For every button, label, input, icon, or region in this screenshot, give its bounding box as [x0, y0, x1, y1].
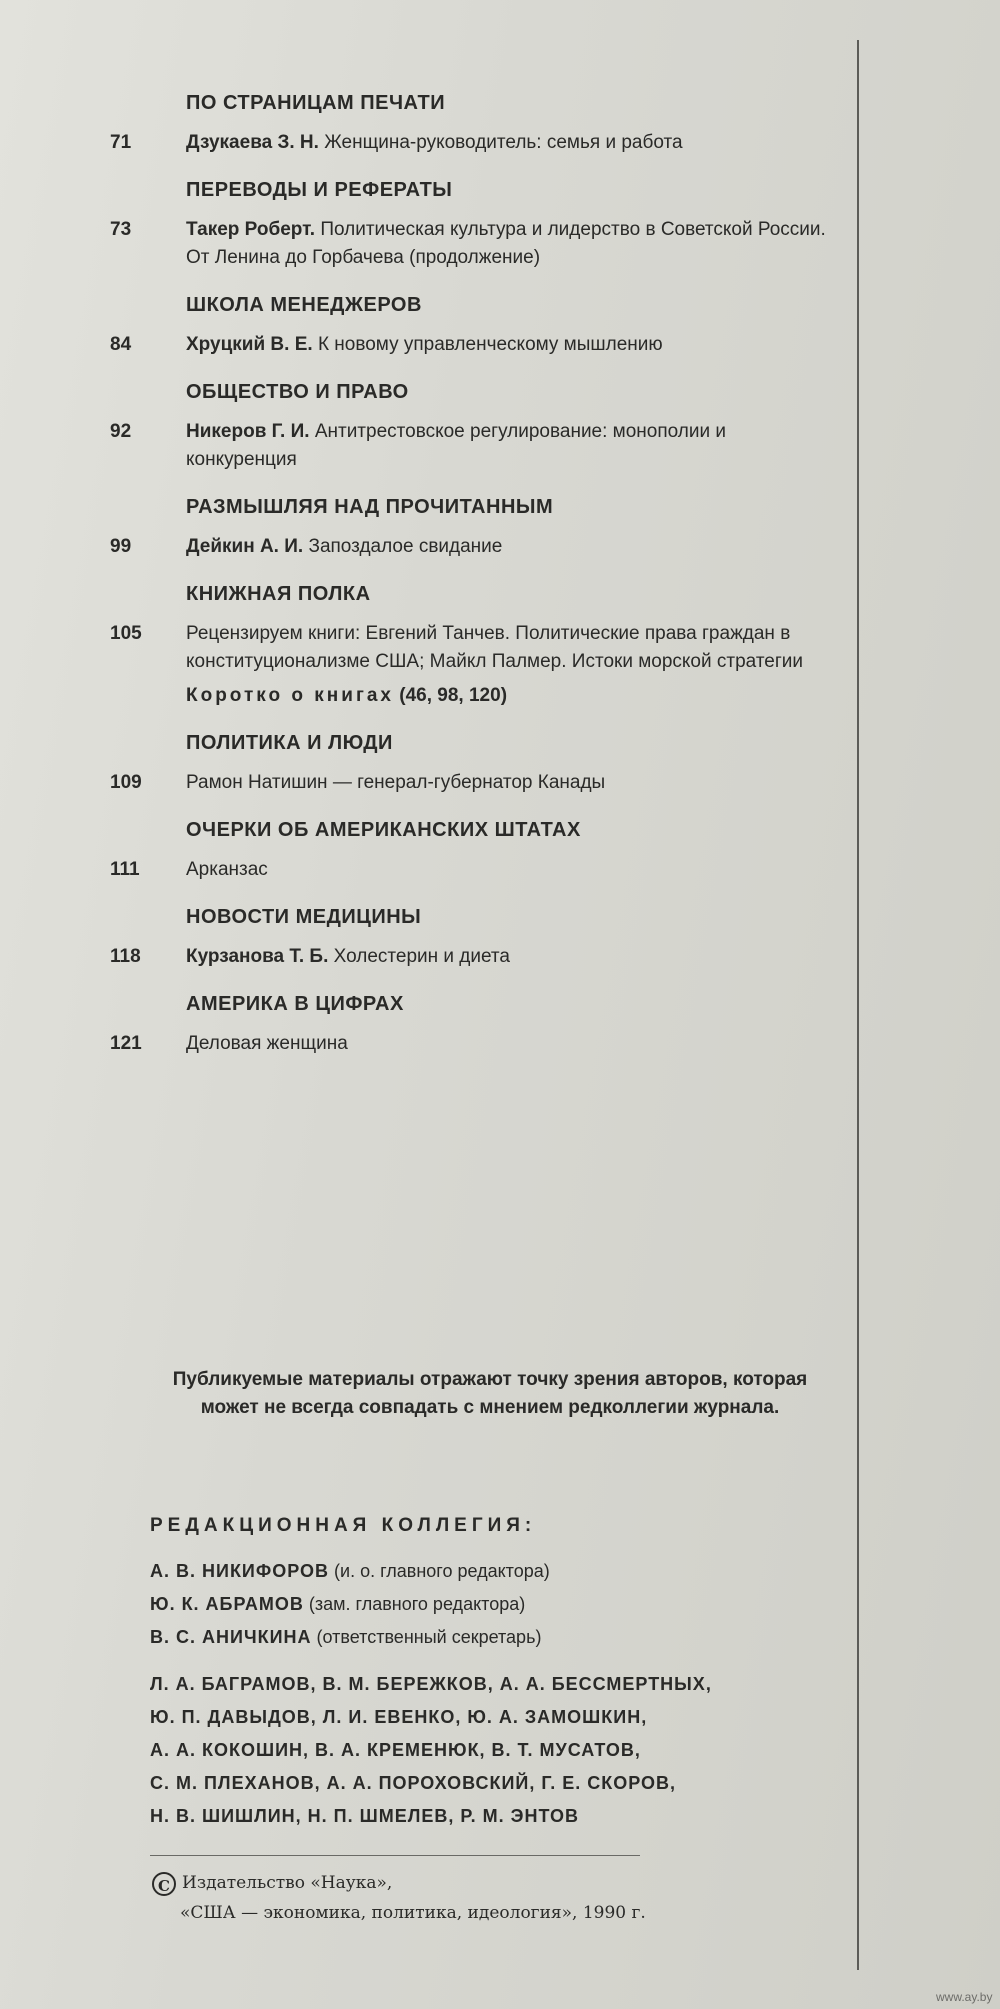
page-number: 71 [110, 132, 132, 153]
section-title: КНИЖНАЯ ПОЛКА [186, 583, 371, 605]
toc-section [110, 906, 830, 971]
board-editors [150, 1555, 850, 1654]
publisher-imprint [152, 1868, 812, 1928]
page-number: 118 [110, 946, 141, 967]
page-number: 105 [110, 623, 142, 644]
entry-text [186, 943, 830, 971]
toc-section [110, 583, 830, 710]
board-members-line: Ю. П. ДАВЫДОВ, Л. И. ЕВЕНКО, Ю. А. ЗАМОШКИН, [150, 1707, 648, 1727]
toc-subentry [186, 682, 830, 710]
editor-name: А. В. НИКИФОРОВ [150, 1561, 329, 1581]
entry-author: Дейкин А. И. [186, 536, 304, 557]
entry-title: Холестерин и диета [333, 946, 510, 967]
page-number: 111 [110, 859, 140, 880]
entry-text [186, 769, 830, 797]
toc-section [110, 732, 830, 797]
section-title: ПОЛИТИКА И ЛЮДИ [186, 732, 393, 754]
margin-rule [857, 40, 859, 1970]
entry-title: Деловая женщина [186, 1033, 348, 1054]
editor-role: (и. о. главного редактора) [334, 1561, 550, 1581]
board-members-line: Л. А. БАГРАМОВ, В. М. БЕРЕЖКОВ, А. А. БЕССМЕРТНЫХ, [150, 1674, 712, 1694]
editorial-board [150, 1515, 850, 1833]
toc-entry [110, 129, 830, 157]
table-of-contents [110, 92, 830, 1080]
toc-section [110, 819, 830, 884]
editor-name: В. С. АНИЧКИНА [150, 1627, 312, 1647]
board-editor [150, 1555, 850, 1588]
entry-text [186, 533, 830, 561]
toc-section [110, 294, 830, 359]
subentry-label: Коротко о книгах [186, 685, 394, 706]
publisher-name: Издательство «Наука», [182, 1873, 393, 1893]
entry-title: Политическая культура и лидерство в Советской России. От Ленина до Горбачева (продолжение) [186, 219, 826, 268]
page-number: 99 [110, 536, 132, 557]
board-members-line: Н. В. ШИШЛИН, Н. П. ШМЕЛЕВ, Р. М. ЭНТОВ [150, 1806, 580, 1826]
editorial-board-title: РЕДАКЦИОННАЯ КОЛЛЕГИЯ: [150, 1515, 537, 1536]
imprint-line-1 [152, 1868, 812, 1898]
toc-section [110, 496, 830, 561]
entry-author: Дзукаева З. Н. [186, 132, 319, 153]
toc-entry [110, 533, 830, 561]
toc-entry [110, 331, 830, 359]
entry-text [186, 418, 830, 474]
section-title: ОБЩЕСТВО И ПРАВО [186, 381, 409, 403]
page-number: 73 [110, 219, 132, 240]
toc-entry [110, 216, 830, 272]
disclaimer-text: Публикуемые материалы отражают точку зрения авторов, которая может не всегда совпадать с мнением редколлегии журнала. [172, 1369, 808, 1418]
editor-role: (ответственный секретарь) [316, 1627, 542, 1647]
toc-entry [110, 769, 830, 797]
entry-text [186, 331, 830, 359]
toc-entry [110, 418, 830, 474]
page-number: 84 [110, 334, 132, 355]
board-editor [150, 1621, 850, 1654]
entry-title: Арканзас [186, 859, 268, 880]
entry-title: Рецензируем книги: Евгений Танчев. Политические права граждан в конституционализме США; Майкл Палмер. Истоки морской стратегии [186, 623, 804, 672]
board-members-line: А. А. КОКОШИН, В. А. КРЕМЕНЮК, В. Т. МУСАТОВ, [150, 1740, 641, 1760]
entry-title: Антитрестовское регулирование: монополии и конкуренция [186, 421, 727, 470]
section-title: РАЗМЫШЛЯЯ НАД ПРОЧИТАННЫМ [186, 496, 554, 518]
entry-author: Курзанова Т. Б. [186, 946, 329, 967]
board-members [150, 1668, 850, 1833]
entry-text [186, 856, 830, 884]
section-title: ШКОЛА МЕНЕДЖЕРОВ [186, 294, 422, 316]
entry-text [186, 129, 830, 157]
watermark: www.ay.by [936, 1990, 993, 2004]
section-title: ОЧЕРКИ ОБ АМЕРИКАНСКИХ ШТАТАХ [186, 819, 581, 841]
toc-entry [110, 856, 830, 884]
imprint-line-2: «США — экономика, политика, идеология», 1990 г. [180, 1903, 646, 1923]
page-number: 121 [110, 1033, 142, 1054]
entry-title: Запоздалое свидание [308, 536, 503, 557]
copyright-icon: C [152, 1872, 176, 1896]
toc-section [110, 179, 830, 272]
board-editor [150, 1588, 850, 1621]
section-title: АМЕРИКА В ЦИФРАХ [186, 993, 404, 1015]
entry-text [186, 1030, 830, 1058]
toc-section [110, 92, 830, 157]
subentry-page-refs: (46, 98, 120) [399, 685, 508, 706]
toc-section [110, 381, 830, 474]
section-title: НОВОСТИ МЕДИЦИНЫ [186, 906, 422, 928]
entry-title: Рамон Натишин — генерал-губернатор Канады [186, 772, 606, 793]
footer-rule [150, 1855, 640, 1856]
toc-entry [110, 1030, 830, 1058]
section-title: ПО СТРАНИЦАМ ПЕЧАТИ [186, 92, 446, 114]
entry-author: Такер Роберт. [186, 219, 316, 240]
section-title: ПЕРЕВОДЫ И РЕФЕРАТЫ [186, 179, 453, 201]
editor-name: Ю. К. АБРАМОВ [150, 1594, 304, 1614]
page-number: 109 [110, 772, 142, 793]
entry-text [186, 216, 830, 272]
page-number: 92 [110, 421, 132, 442]
editor-role: (зам. главного редактора) [308, 1594, 526, 1614]
toc-entry [110, 620, 830, 676]
entry-text [186, 620, 830, 676]
entry-title: Женщина-руководитель: семья и работа [324, 132, 683, 153]
entry-author: Хруцкий В. Е. [186, 334, 313, 355]
toc-section [110, 993, 830, 1058]
entry-author: Никеров Г. И. [186, 421, 310, 442]
entry-title: К новому управленческому мышлению [317, 334, 663, 355]
board-members-line: С. М. ПЛЕХАНОВ, А. А. ПОРОХОВСКИЙ, Г. Е. СКОРОВ, [150, 1773, 677, 1793]
toc-entry [110, 943, 830, 971]
